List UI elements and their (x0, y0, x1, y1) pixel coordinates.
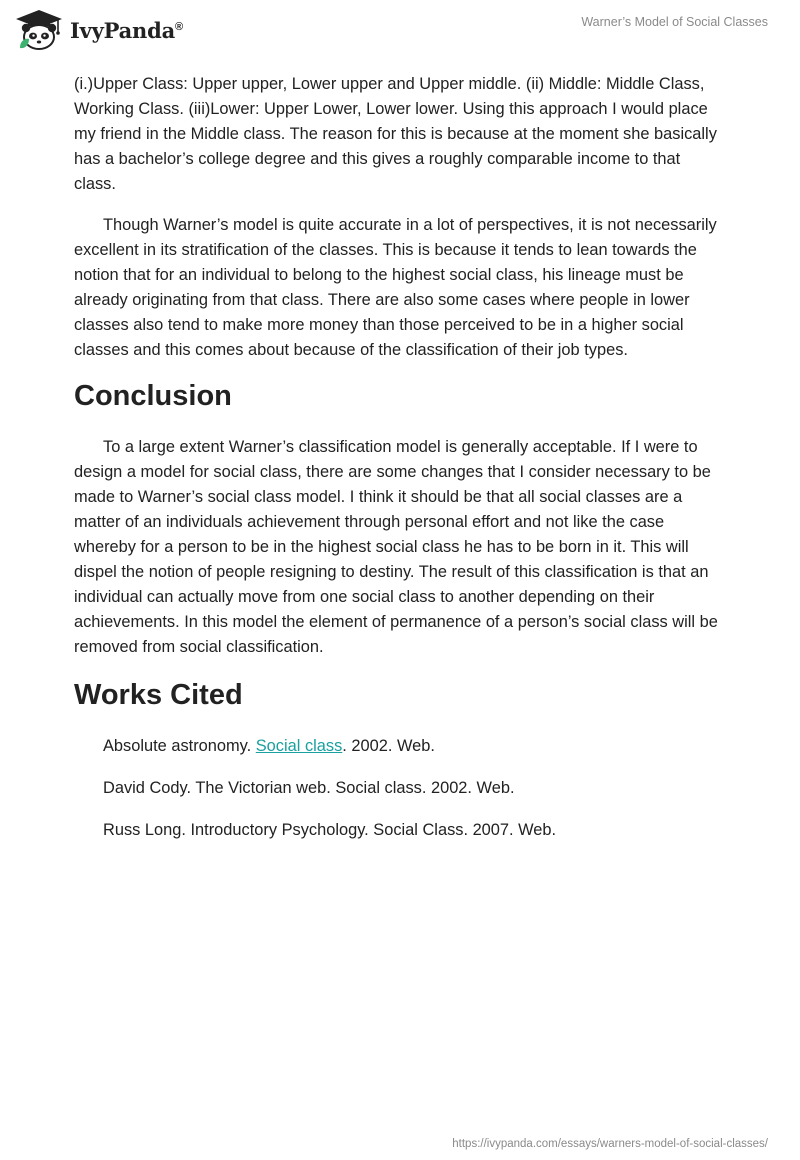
citation-item: David Cody. The Victorian web. Social class. 2002. Web. (103, 779, 515, 797)
page-header (0, 0, 800, 70)
conclusion-heading: Conclusion (74, 380, 232, 412)
brand-name: IvyPanda® (70, 17, 183, 43)
footer-url[interactable]: https://ivypanda.com/essays/warners-model-of-social-classes/ (452, 1138, 768, 1150)
paragraph-critique: Though Warner’s model is quite accurate in a lot of perspectives, it is not necessarily excellent in its stratification of the classes. This is because it tends to lean towards the notion that for an individual to belong to the highest social class, his lineage must be already originating from that class. There are also some cases where people in lower classes also tend to make more money than those perceived to be in a higher social classes and this comes about because of the classification of their job types. (74, 216, 717, 359)
paragraph-classes: (i.)Upper Class: Upper upper, Lower upper and Upper middle. (ii) Middle: Middle Class, Working Class. (iii)Lower: Upper Lower, Lower lower. Using this approach I would place my friend in the Middle class. The reason for this is because at the moment she basically has a bachelor’s college degree and this gives a roughly comparable income to that class. (74, 75, 717, 193)
citation-item: Russ Long. Introductory Psychology. Social Class. 2007. Web. (103, 821, 557, 839)
ivypanda-logo[interactable] (14, 8, 183, 52)
panda-graduate-icon (14, 8, 64, 52)
social-class-link[interactable]: Social class (255, 737, 343, 755)
running-title: Warner’s Model of Social Classes (581, 15, 768, 29)
works-cited-heading: Works Cited (74, 679, 243, 711)
essay-content (74, 72, 726, 860)
citation-item: Absolute astronomy. Social class. 2002. Web. (103, 737, 435, 755)
paragraph-conclusion: To a large extent Warner’s classification model is generally acceptable. If I were to design a model for social class, there are some changes that I consider necessary to be made to Warner’s social class model. I think it should be that all social classes are a matter of an individuals achievement through personal effort and not like the case whereby for a person to be in the highest social class he has to be born in it. This will dispel the notion of people resigning to destiny. The result of this classification is that an individual can actually move from one social class to another depending on their achievements. In this model the element of permanence of a person’s social class will be removed from social classification. (74, 438, 718, 656)
